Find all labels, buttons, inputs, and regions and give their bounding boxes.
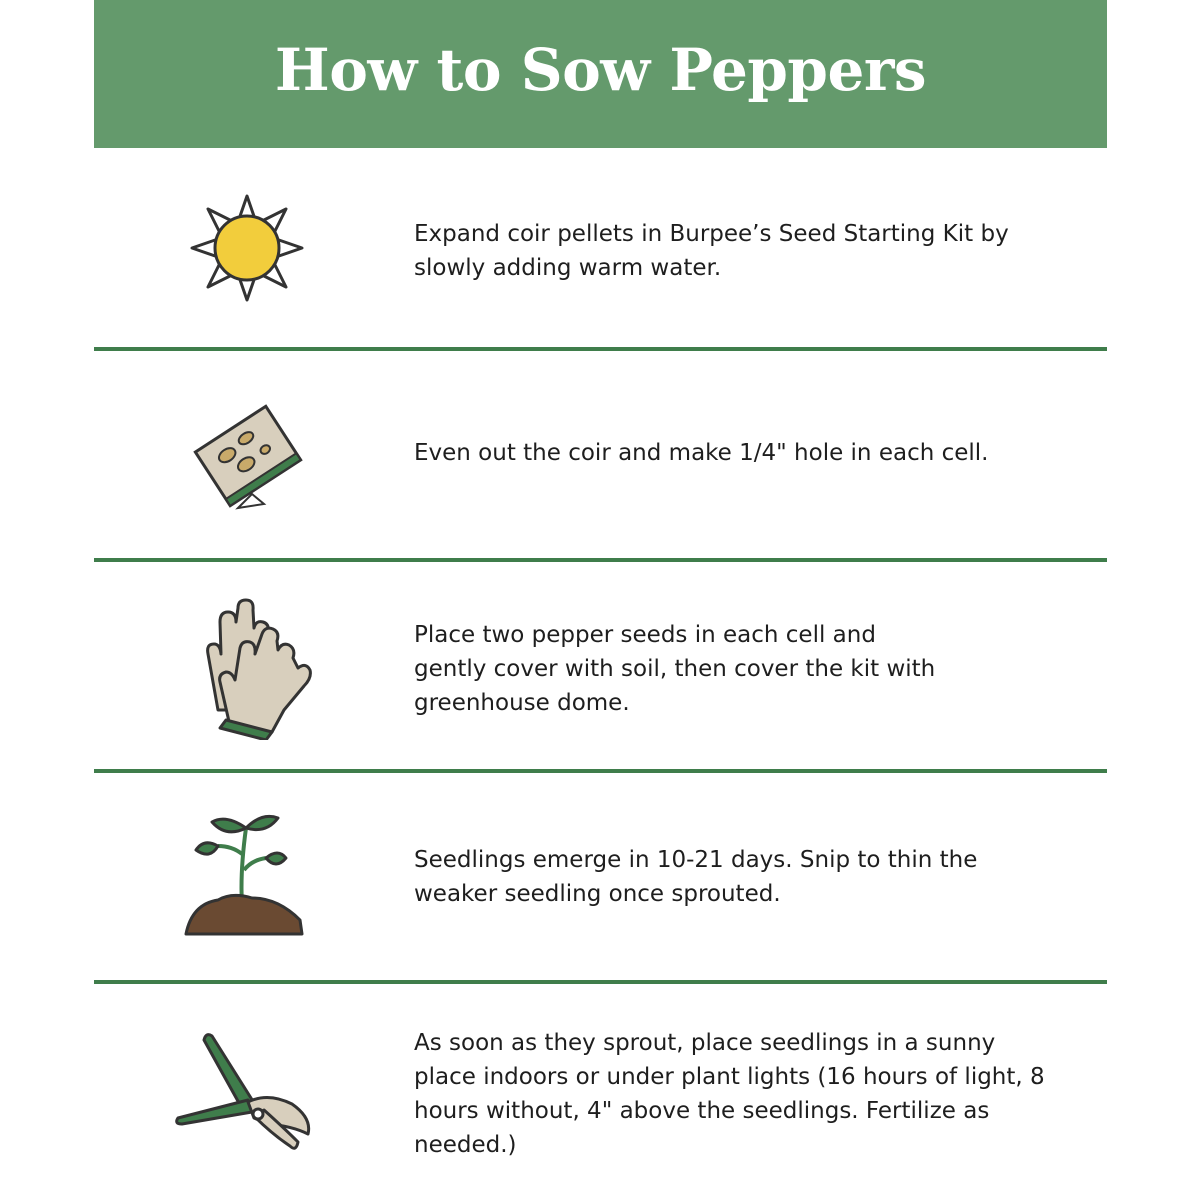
seed-packet-icon <box>186 400 310 512</box>
sun-icon <box>188 192 306 304</box>
pruning-shears-icon <box>172 1030 316 1154</box>
divider-2 <box>94 558 1107 562</box>
divider-4 <box>94 980 1107 984</box>
gardening-gloves-icon <box>190 598 312 740</box>
step-4-text: Seedlings emerge in 10-21 days. Snip to thin the weaker seedling once sprouted. <box>414 847 978 907</box>
seedling-icon <box>182 812 306 938</box>
header-banner <box>94 0 1107 148</box>
step-5-text: As soon as they sprout, place seedlings in a sunny place indoors or under plant lights (16 hours of light, 8 hours without, 4" above the seedlings. Fertilize as needed.) <box>414 1030 1045 1158</box>
step-2-text: Even out the coir and make 1/4" hole in each cell. <box>414 440 989 466</box>
step-1-text: Expand coir pellets in Burpee’s Seed Starting Kit by slowly adding warm water. <box>414 221 1009 281</box>
page-title: How to Sow Peppers <box>274 36 927 104</box>
divider-1 <box>94 347 1107 351</box>
step-3-text: Place two pepper seeds in each cell and gently cover with soil, then cover the kit with greenhouse dome. <box>414 622 936 716</box>
divider-3 <box>94 769 1107 773</box>
